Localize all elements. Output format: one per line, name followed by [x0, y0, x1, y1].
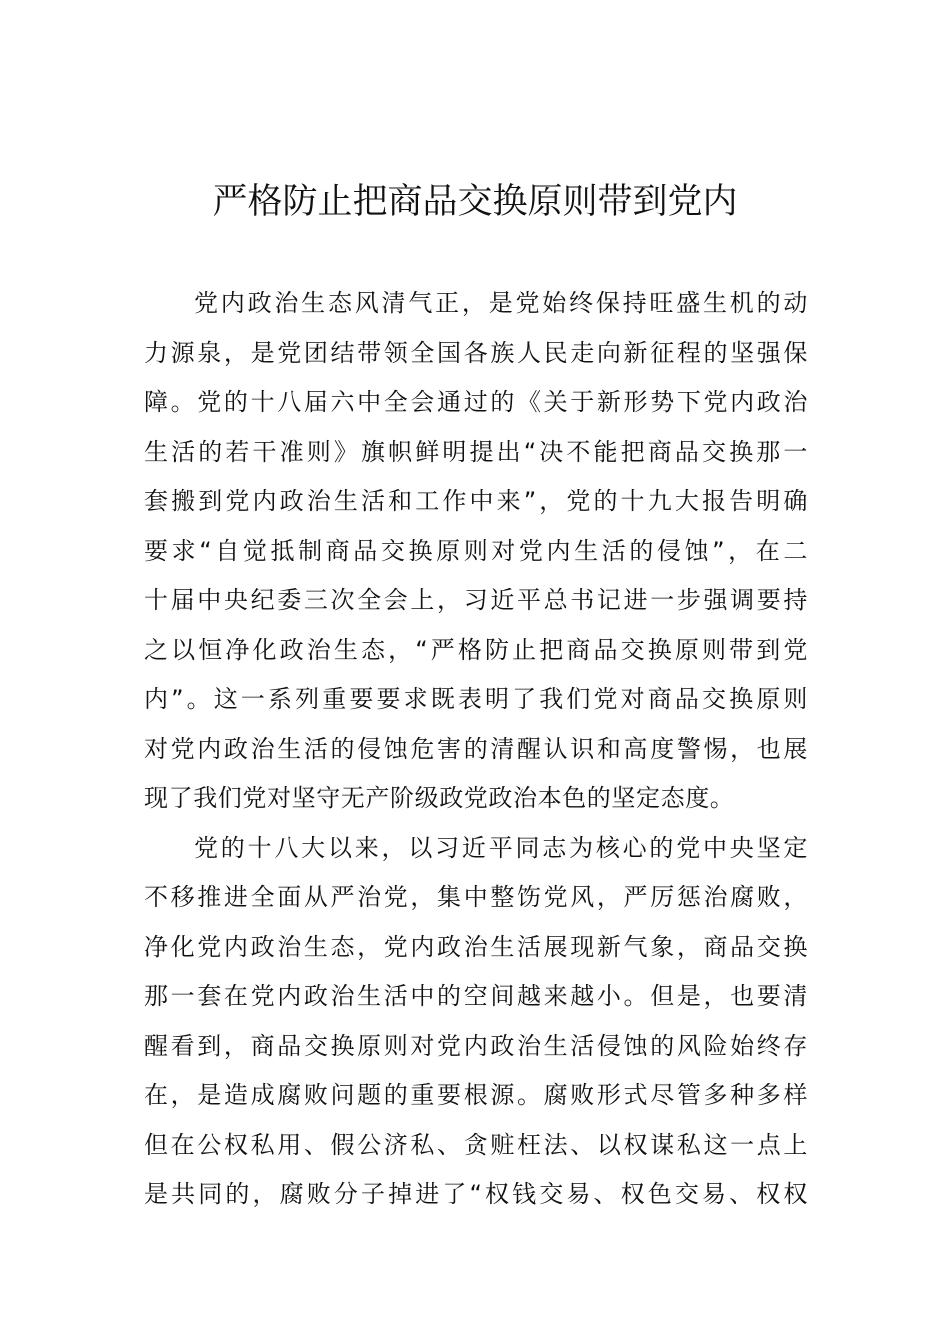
text-line: 生活的若干准则》旗帜鲜明提出“决不能把商品交换那一 [144, 437, 808, 466]
text-line: 党内政治生态风清气正，是党始终保持旺盛生机的动 [194, 289, 808, 317]
text-line: 现了我们党对坚守无产阶级政党政治本色的坚定态度。 [144, 784, 735, 812]
text-line: 醒看到，商品交换原则对党内政治生活侵蚀的风险始终存 [144, 1031, 808, 1060]
text-line: 是共同的，腐败分子掉进了“权钱交易、权色交易、权权 [144, 1180, 808, 1208]
text-line: 净化党内政治生态，党内政治生活展现新气象，商品交换 [144, 932, 808, 961]
text-line: 之以恒净化政治生态，“严格防止把商品交换原则带到党 [144, 635, 808, 664]
text-line: 内”。这一系列重要要求既表明了我们党对商品交换原则 [144, 685, 808, 713]
text-line: 党的十八大以来，以习近平同志为核心的党中央坚定 [194, 833, 808, 862]
text-line: 那一套在党内政治生活中的空间越来越小。但是，也要清 [144, 982, 808, 1010]
text-line: 障。党的十八届六中全会通过的《关于新形势下党内政治 [144, 388, 808, 416]
paragraph-2 [144, 824, 808, 1220]
text-line: 不移推进全面从严治党，集中整饬党风，严厉惩治腐败， [144, 883, 808, 911]
document-title: 严格防止把商品交换原则带到党内 [212, 182, 738, 222]
text-line: 对党内政治生活的侵蚀危害的清醒认识和高度警惕，也展 [144, 734, 808, 763]
text-line: 十届中央纪委三次全会上，习近平总书记进一步强调要持 [144, 586, 808, 614]
text-line: 力源泉，是党团结带领全国各族人民走向新征程的坚强保 [144, 338, 808, 367]
text-line: 但在公权私用、假公济私、贪赃枉法、以权谋私这一点上 [144, 1130, 808, 1159]
text-line: 在，是造成腐败问题的重要根源。腐败形式尽管多种多样 [144, 1081, 808, 1109]
text-line: 套搬到党内政治生活和工作中来”，党的十九大报告明确 [144, 487, 808, 515]
text-line: 要求“自觉抵制商品交换原则对党内生活的侵蚀”，在二 [144, 536, 808, 565]
document-body [144, 279, 808, 1220]
paragraph-1 [144, 279, 808, 824]
